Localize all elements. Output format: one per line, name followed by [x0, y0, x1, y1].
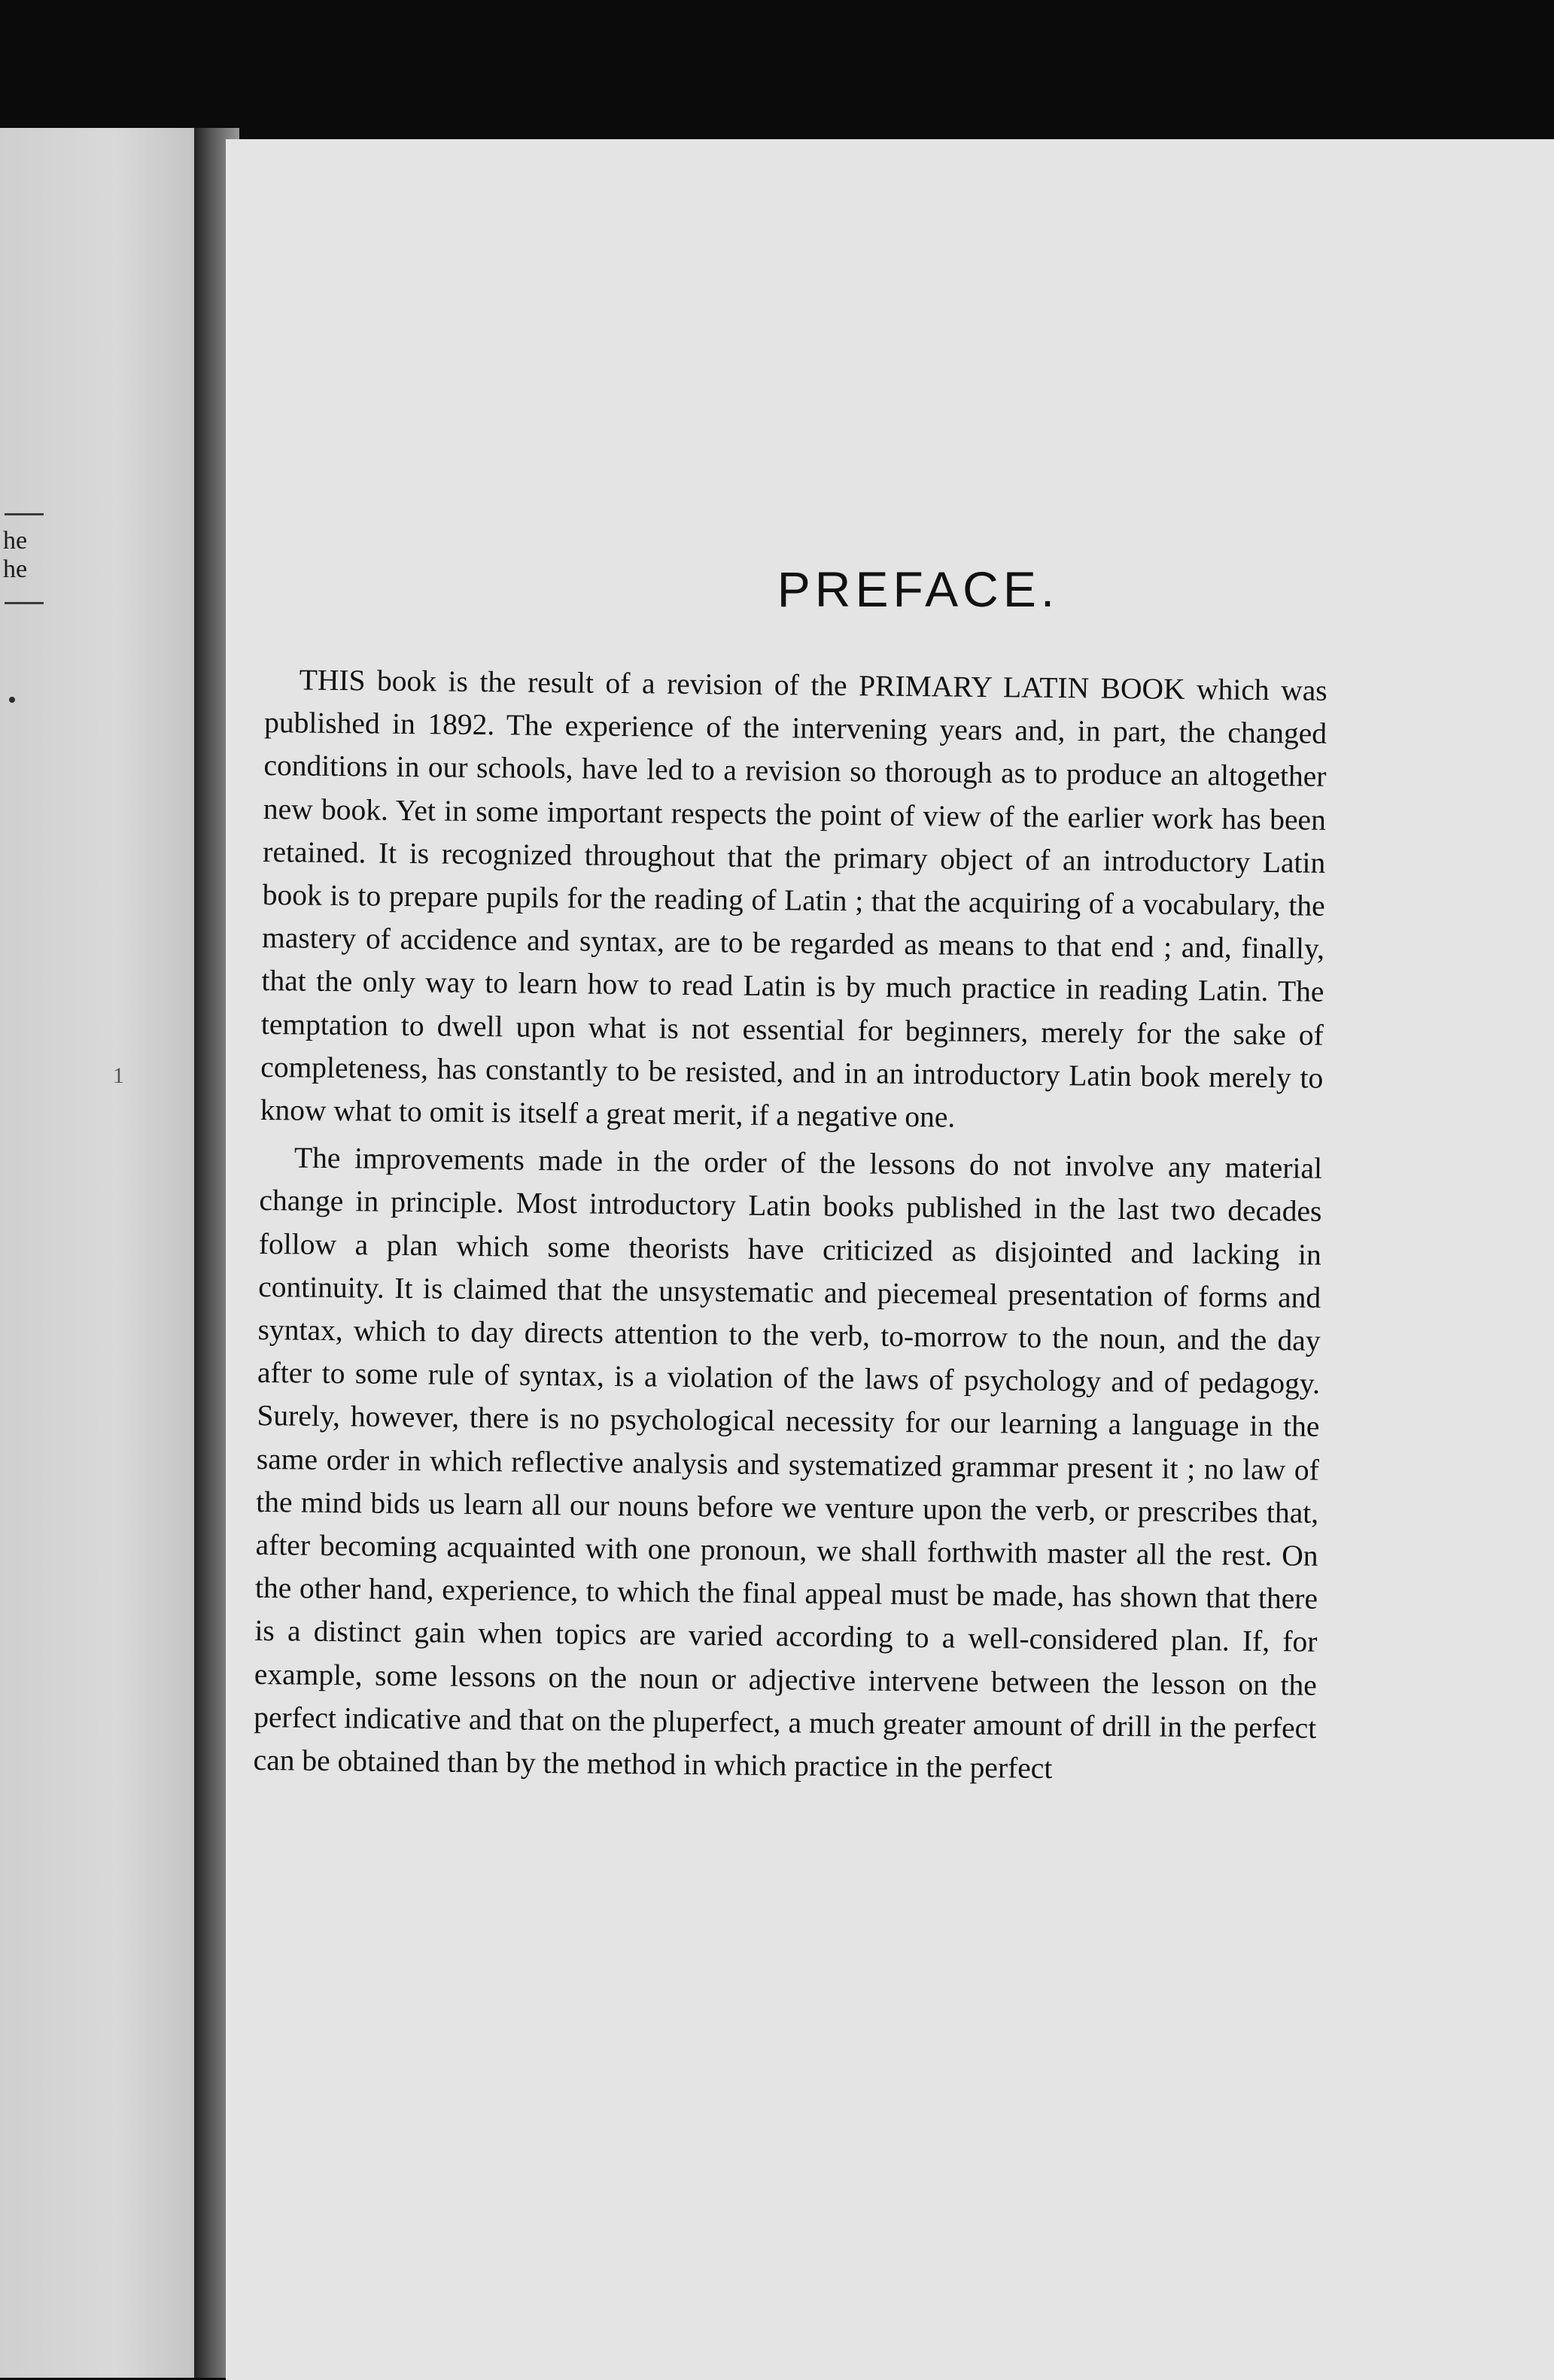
left-facing-page [0, 128, 194, 2378]
left-page-fragment: he [3, 555, 28, 583]
left-page-fragment: he [3, 527, 28, 555]
page-title: PREFACE. [777, 561, 1060, 617]
book-page [226, 139, 1554, 2380]
left-page-rule [5, 602, 44, 604]
page-body [253, 658, 1327, 1793]
left-page-fragment: 1 [113, 1063, 124, 1088]
paragraph: The improvements made in the order of the lessons do not involve any material change in principle. Most introductory Latin books published in the last two decades follow a plan which some theorists have criticized as disjointed and lacking in continuity. It is claimed that the unsystematic and piecemeal presentation of forms and syntax, which to day directs attention to the verb, to-morrow to the noun, and the day after to some rule of syntax, is a violation of the laws of psychology and of pedagogy. Surely, however, there is no psychological necessity for our learning a language in the same order in which reflective analysis and systematized grammar present it ; no law of the mind bids us learn all our nouns before we venture upon the verb, or prescribes that, after becoming acquainted with one pronoun, we shall forthwith master all the rest. On the other hand, experience, to which the final appeal must be made, has shown that there is a distinct gain when topics are varied according to a well-considered plan. If, for example, some lessons on the noun or adjective intervene between the lesson on the perfect indicative and that on the pluperfect, a much greater amount of drill in the perfect can be obtained than by the method in which practice in the perfect [253, 1141, 1323, 1786]
left-page-rule [5, 513, 44, 515]
paragraph: THIS book is the result of a revision of the PRIMARY LATIN BOOK which was published in 1892. The experience of the intervening years and, in part, the changed conditions in our schools, have led to a revision so thorough as to produce an altogether new book. Yet in some important respects the point of view of the earlier work has been retained. It is recognized throughout that the primary object of an introductory Latin book is to prepare pupils for the reading of Latin ; that the acquiring of a vocabulary, the mastery of accidence and syntax, are to be regarded as means to that end ; and, finally, that the only way to learn how to read Latin is by much practice in reading Latin. The temptation to dwell upon what is not essential for beginners, merely for the sake of completeness, has constantly to be resisted, and in an introductory Latin book merely to know what to omit is itself a great merit, if a negative one. [260, 663, 1327, 1134]
left-page-mark [9, 697, 15, 703]
